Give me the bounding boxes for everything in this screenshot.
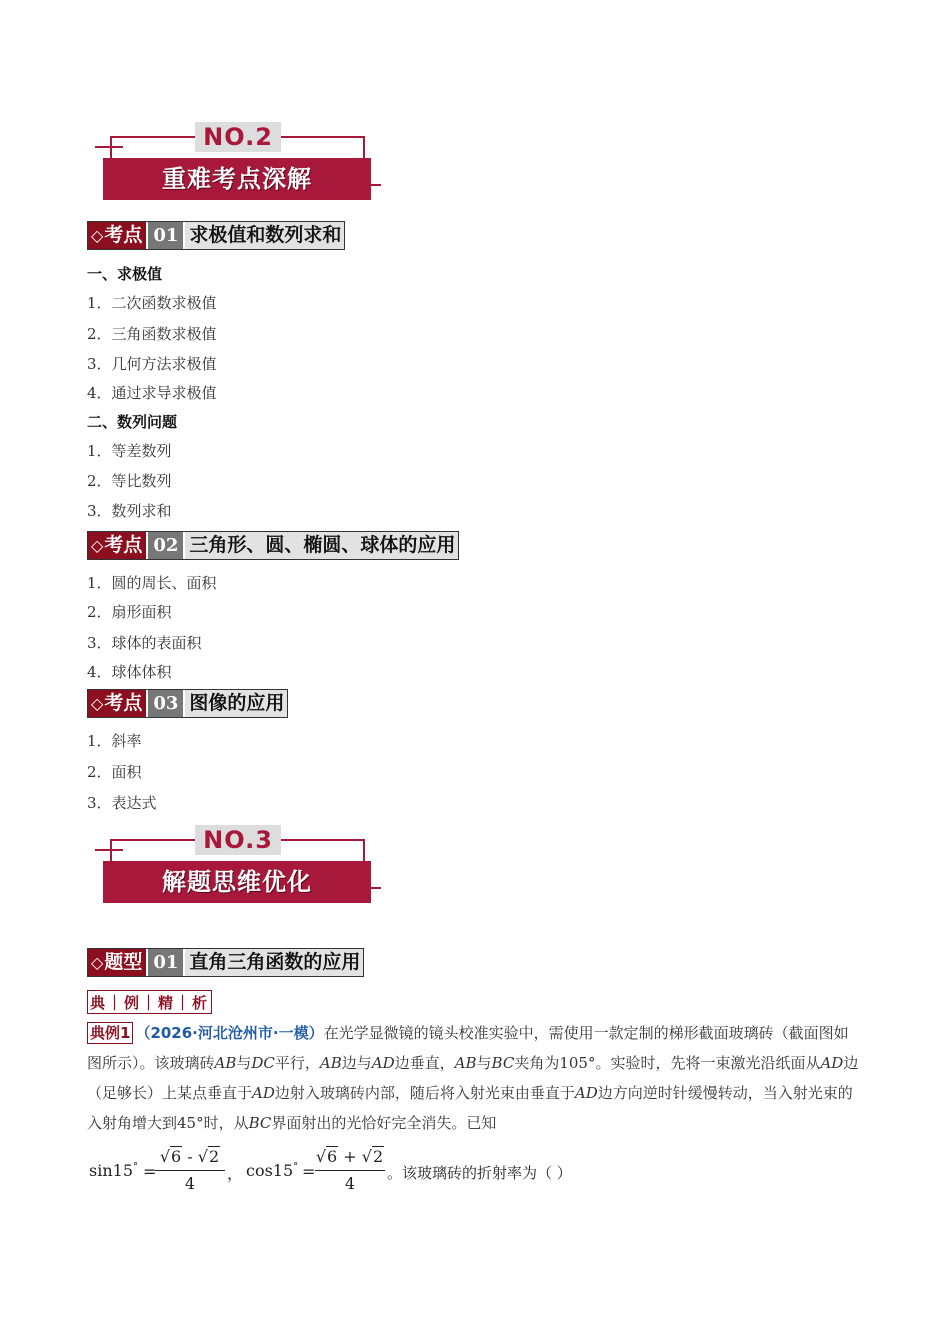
topic-number: 01 <box>146 222 185 249</box>
example-paragraph <box>87 1018 862 1138</box>
banner-frame-line <box>110 136 195 138</box>
diamond-icon: ◇ <box>91 953 104 972</box>
banner-frame-line <box>281 136 363 138</box>
question-type-header-01 <box>87 948 364 977</box>
topic-number: 01 <box>146 949 185 976</box>
topic-tag-text: 考点 <box>104 534 143 556</box>
topic-tag-text: 题型 <box>104 951 143 973</box>
section-heading: 一、求极值 <box>87 265 163 283</box>
banner-number: NO.2 <box>195 122 281 152</box>
fraction-sin <box>155 1144 225 1197</box>
topic-header-01 <box>87 221 345 250</box>
banner-frame-line <box>363 839 365 861</box>
cos-term <box>246 1161 298 1180</box>
topic-label: 三角形、圆、椭圆、球体的应用 <box>185 532 458 559</box>
segment-label: AD <box>371 1054 395 1072</box>
fraction-numerator <box>155 1144 225 1170</box>
topic-number: 03 <box>146 690 185 717</box>
example-text: 边射入玻璃砖内部，随后将入射光束由垂直于 <box>274 1084 575 1102</box>
example-text: 与 <box>476 1054 492 1072</box>
banner-title: 重难考点深解 <box>103 158 371 200</box>
topic-tag <box>88 532 146 559</box>
banner-frame-line <box>281 839 363 841</box>
example-text: 边方向逆时针缓慢转动，当入射光束的入射角增大到45°时，从 <box>87 1084 853 1132</box>
list-item: 4．球体体积 <box>87 663 172 681</box>
example-analysis-text: 典｜例｜精｜析 <box>90 993 210 1012</box>
topic-label: 直角三角函数的应用 <box>185 949 363 976</box>
radicand: 6 <box>171 1147 182 1166</box>
sqrt-term: √2 <box>197 1147 220 1166</box>
sqrt-term: √6 <box>159 1147 182 1166</box>
fraction-denominator: 4 <box>344 1174 356 1193</box>
equals-sign: = <box>143 1162 157 1181</box>
list-item: 3．数列求和 <box>87 502 172 520</box>
banner-number: NO.3 <box>195 825 281 855</box>
cos-text: cos15 <box>246 1161 294 1180</box>
section-banner-no2 <box>95 122 395 212</box>
segment-label: AB <box>454 1054 477 1072</box>
list-item: 1．圆的周长、面积 <box>87 574 217 592</box>
segment-label: AB <box>319 1054 342 1072</box>
list-item: 1．二次函数求极值 <box>87 294 217 312</box>
radicand: 2 <box>372 1147 384 1166</box>
sin-term <box>89 1161 138 1180</box>
comma: ， <box>227 1164 244 1183</box>
topic-number: 02 <box>146 532 185 559</box>
list-item: 4．通过求导求极值 <box>87 384 217 402</box>
example-text: 与 <box>236 1054 252 1072</box>
degree-sign: ° <box>293 1161 299 1173</box>
segment-label: AB <box>214 1054 237 1072</box>
example-text: 界面射出的光恰好完全消失。已知 <box>271 1114 497 1132</box>
diamond-icon: ◇ <box>91 226 104 245</box>
segment-label: AD <box>252 1084 275 1102</box>
banner-frame-line <box>110 839 195 841</box>
list-item: 1．等差数列 <box>87 442 172 460</box>
example-text: 夹角为105°。实验时，先将一束激光沿纸面从 <box>514 1054 821 1072</box>
segment-label: BC <box>491 1054 515 1072</box>
sin-text: sin15 <box>89 1161 133 1180</box>
list-item: 3．表达式 <box>87 794 157 812</box>
banner-frame-line <box>95 146 123 148</box>
topic-header-02 <box>87 531 459 560</box>
topic-label: 求极值和数列求和 <box>185 222 344 249</box>
topic-header-03 <box>87 689 288 718</box>
sqrt-term: √2 <box>361 1147 384 1166</box>
example-text: 边（足够长）上某点垂直于 <box>87 1054 859 1102</box>
fraction-cos <box>315 1144 385 1197</box>
topic-tag-text: 考点 <box>104 224 143 246</box>
topic-tag <box>88 222 146 249</box>
segment-label: DC <box>251 1054 275 1072</box>
segment-label: AD <box>820 1054 844 1072</box>
list-item: 3．几何方法求极值 <box>87 355 217 373</box>
diamond-icon: ◇ <box>91 694 104 713</box>
list-item: 2．面积 <box>87 763 142 781</box>
operator: - <box>182 1147 198 1166</box>
topic-tag <box>88 949 146 976</box>
diamond-icon: ◇ <box>91 536 104 555</box>
topic-tag <box>88 690 146 717</box>
segment-label: BC <box>248 1114 272 1132</box>
sqrt-term: √6 <box>315 1147 338 1166</box>
radicand: 2 <box>208 1147 220 1166</box>
segment-label: AD <box>574 1084 598 1102</box>
example-text: 边垂直， <box>394 1054 455 1072</box>
fraction-denominator: 4 <box>184 1174 196 1193</box>
list-item: 2．三角函数求极值 <box>87 325 217 343</box>
banner-frame-line <box>95 849 123 851</box>
topic-label: 图像的应用 <box>185 690 287 717</box>
operator: + <box>338 1147 362 1166</box>
example-label: 典例1 <box>87 1022 133 1044</box>
list-item: 1．斜率 <box>87 732 142 750</box>
banner-title: 解题思维优化 <box>103 861 371 903</box>
radicand: 6 <box>327 1147 338 1166</box>
section-heading: 二、数列问题 <box>87 413 178 431</box>
list-item: 2．等比数列 <box>87 472 172 490</box>
list-item: 2．扇形面积 <box>87 603 172 621</box>
section-banner-no3 <box>95 825 395 915</box>
example-text: 在光学显微镜的镜头校准实验中，需使用一款定制的梯形截面玻璃砖（截面图如图所示）。该玻璃砖 <box>87 1024 849 1072</box>
example-text: 平行， <box>274 1054 320 1072</box>
banner-frame-line <box>363 136 365 158</box>
degree-sign: ° <box>133 1161 138 1173</box>
equals-sign: = <box>302 1162 316 1181</box>
fraction-numerator <box>315 1144 385 1170</box>
question-tail: 。该玻璃砖的折射率为（ ） <box>387 1164 572 1182</box>
example-source: （2026·河北沧州市·一模） <box>135 1024 324 1042</box>
example-analysis-label <box>87 990 212 1014</box>
list-item: 3．球体的表面积 <box>87 634 202 652</box>
example-text: 边与 <box>341 1054 372 1072</box>
topic-tag-text: 考点 <box>104 692 143 714</box>
